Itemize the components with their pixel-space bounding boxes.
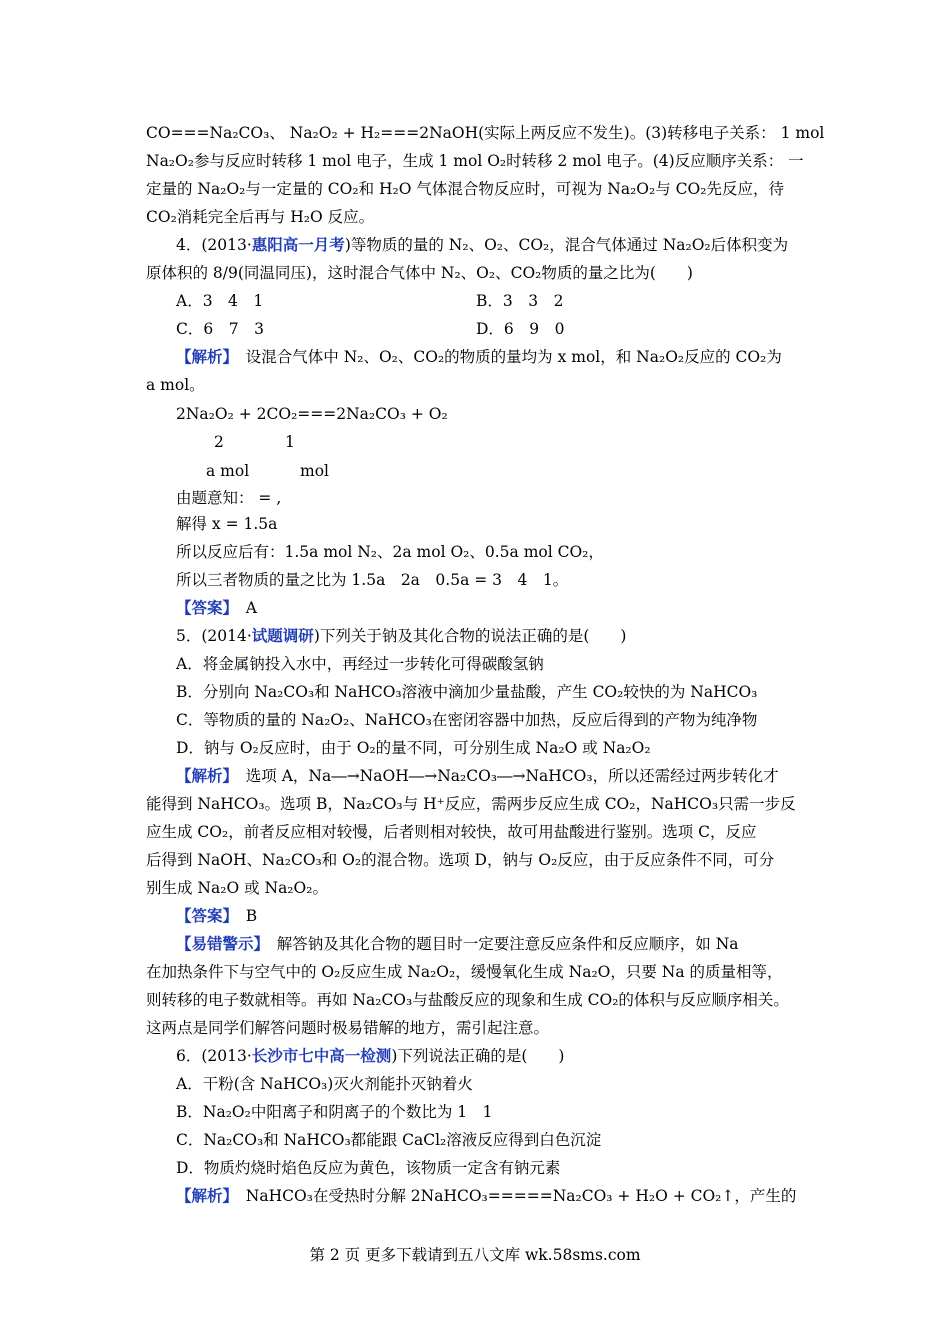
q4-coefficient-1: 1 xyxy=(285,433,295,451)
q4-option-c: C．6 7 3 xyxy=(176,320,264,338)
q4-coefficient-2: 2 xyxy=(214,433,224,451)
analysis-tag: 【解析】 xyxy=(176,347,231,366)
q4-amount-a: a mol xyxy=(206,462,250,480)
q4-option-a: A．3 4 1 xyxy=(176,292,264,310)
intro-line-1: CO===Na₂CO₃、 Na₂O₂ + H₂===2NaOH(实际上两反应不发生)。(3)转移电子关系： 1 mol xyxy=(146,124,825,142)
q5-analysis-line-2: 能得到 NaHCO₃。选项 B，Na₂CO₃与 H⁺反应，需两步反应生成 CO₂，NaHCO₃只需一步反 xyxy=(146,795,796,813)
q5-warning-line-4: 这两点是同学们解答问题时极易错解的地方，需引起注意。 xyxy=(146,1019,550,1037)
q5-warning-line-3: 则转移的电子数就相等。再如 Na₂CO₃与盐酸反应的现象和生成 CO₂的体积与反应顺序相关。 xyxy=(146,991,789,1009)
q5-analysis-line-5: 别生成 Na₂O 或 Na₂O₂。 xyxy=(146,879,328,897)
q6-analysis-line-1: 【解析】 NaHCO₃在受热时分解 2NaHCO₃=====Na₂CO₃ + H₂O + CO₂↑，产生的 xyxy=(176,1186,797,1205)
q4-stem-line-2: 原体积的 8/9(同温同压)，这时混合气体中 N₂、O₂、CO₂物质的量之比为( ) xyxy=(146,264,693,282)
q5-analysis-line-1: 【解析】 选项 A，Na―→NaOH―→Na₂CO₃―→NaHCO₃，所以还需经过两步转化才 xyxy=(176,766,779,785)
q6-option-d: D．物质灼烧时焰色反应为黄色，该物质一定含有钠元素 xyxy=(176,1159,561,1177)
q4-stem-line-1: 4．(2013·惠阳高一月考)等物质的量的 N₂、O₂、CO₂，混合气体通过 Na₂O₂后体积变为 xyxy=(176,235,789,254)
q4-amount-b: mol xyxy=(300,462,329,480)
intro-line-2: Na₂O₂参与反应时转移 1 mol 电子，生成 1 mol O₂时转移 2 mol 电子。(4)反应顺序关系： 一 xyxy=(146,152,804,170)
q5-analysis-line-3: 应生成 CO₂，前者反应相对较慢，后者则相对较快，故可用盐酸进行鉴别。选项 C，反应 xyxy=(146,823,757,841)
answer-tag: 【答案】 xyxy=(176,906,231,925)
intro-line-4: CO₂消耗完全后再与 H₂O 反应。 xyxy=(146,208,375,226)
q4-analysis-line-1: 【解析】 设混合气体中 N₂、O₂、CO₂的物质的量均为 x mol，和 Na₂O₂反应的 CO₂为 xyxy=(176,347,782,366)
q6-option-b: B．Na₂O₂中阳离子和阴离子的个数比为 1 1 xyxy=(176,1103,493,1121)
q4-analysis-line-2: a mol。 xyxy=(146,376,205,394)
intro-line-3: 定量的 Na₂O₂与一定量的 CO₂和 H₂O 气体混合物反应时，可视为 Na₂O₂与 CO₂先反应，待 xyxy=(146,180,784,198)
q5-stem: 5．(2014·试题调研)下列关于钠及其化合物的说法正确的是( ) xyxy=(176,626,627,645)
q5-source: 试题调研 xyxy=(251,626,314,645)
q5-warning-line-1: 【易错警示】 解答钠及其化合物的题目时一定要注意反应条件和反应顺序，如 Na xyxy=(176,934,739,953)
q4-solve: 解得 x = 1.5a xyxy=(176,515,278,533)
q5-option-d: D．钠与 O₂反应时，由于 O₂的量不同，可分别生成 Na₂O 或 Na₂O₂ xyxy=(176,739,651,757)
answer-tag: 【答案】 xyxy=(176,598,231,617)
q5-option-b: B．分别向 Na₂CO₃和 NaHCO₃溶液中滴加少量盐酸，产生 CO₂较快的为 NaHCO₃ xyxy=(176,683,758,701)
q4-option-d: D．6 9 0 xyxy=(476,320,565,338)
q5-option-a: A．将金属钠投入水中，再经过一步转化可得碳酸氢钠 xyxy=(176,655,544,673)
q6-option-c: C．Na₂CO₃和 NaHCO₃都能跟 CaCl₂溶液反应得到白色沉淀 xyxy=(176,1131,602,1149)
q5-option-c: C．等物质的量的 Na₂O₂、NaHCO₃在密闭容器中加热，反应后得到的产物为纯净物 xyxy=(176,711,758,729)
warning-tag: 【易错警示】 xyxy=(176,934,262,953)
analysis-tag: 【解析】 xyxy=(176,766,231,785)
q6-option-a: A．干粉(含 NaHCO₃)灭火剂能扑灭钠着火 xyxy=(176,1075,473,1093)
q4-source: 惠阳高一月考 xyxy=(251,235,345,254)
q4-option-b: B．3 3 2 xyxy=(476,292,564,310)
analysis-tag: 【解析】 xyxy=(176,1186,231,1205)
page-footer: 第 2 页 更多下载请到五八文库 wk.58sms.com xyxy=(309,1246,641,1264)
q4-answer: 【答案】 A xyxy=(176,598,257,617)
q6-stem: 6．(2013·长沙市七中高一检测)下列说法正确的是( ) xyxy=(176,1046,565,1065)
q5-answer: 【答案】 B xyxy=(176,906,258,925)
q5-warning-line-2: 在加热条件下与空气中的 O₂反应生成 Na₂O₂，缓慢氧化生成 Na₂O，只要 Na 的质量相等， xyxy=(146,963,783,981)
q6-source: 长沙市七中高一检测 xyxy=(251,1046,392,1065)
q4-ratio: 所以三者物质的量之比为 1.5a 2a 0.5a = 3 4 1。 xyxy=(176,571,569,589)
q5-analysis-line-4: 后得到 NaOH、Na₂CO₃和 O₂的混合物。选项 D，钠与 O₂反应，由于反应条件不同，可分 xyxy=(146,851,775,869)
q4-given: 由题意知： = , xyxy=(176,489,282,507)
q4-after: 所以反应后有：1.5a mol N₂、2a mol O₂、0.5a mol CO₂， xyxy=(176,543,604,561)
q4-equation: 2Na₂O₂ + 2CO₂===2Na₂CO₃ + O₂ xyxy=(176,405,448,423)
